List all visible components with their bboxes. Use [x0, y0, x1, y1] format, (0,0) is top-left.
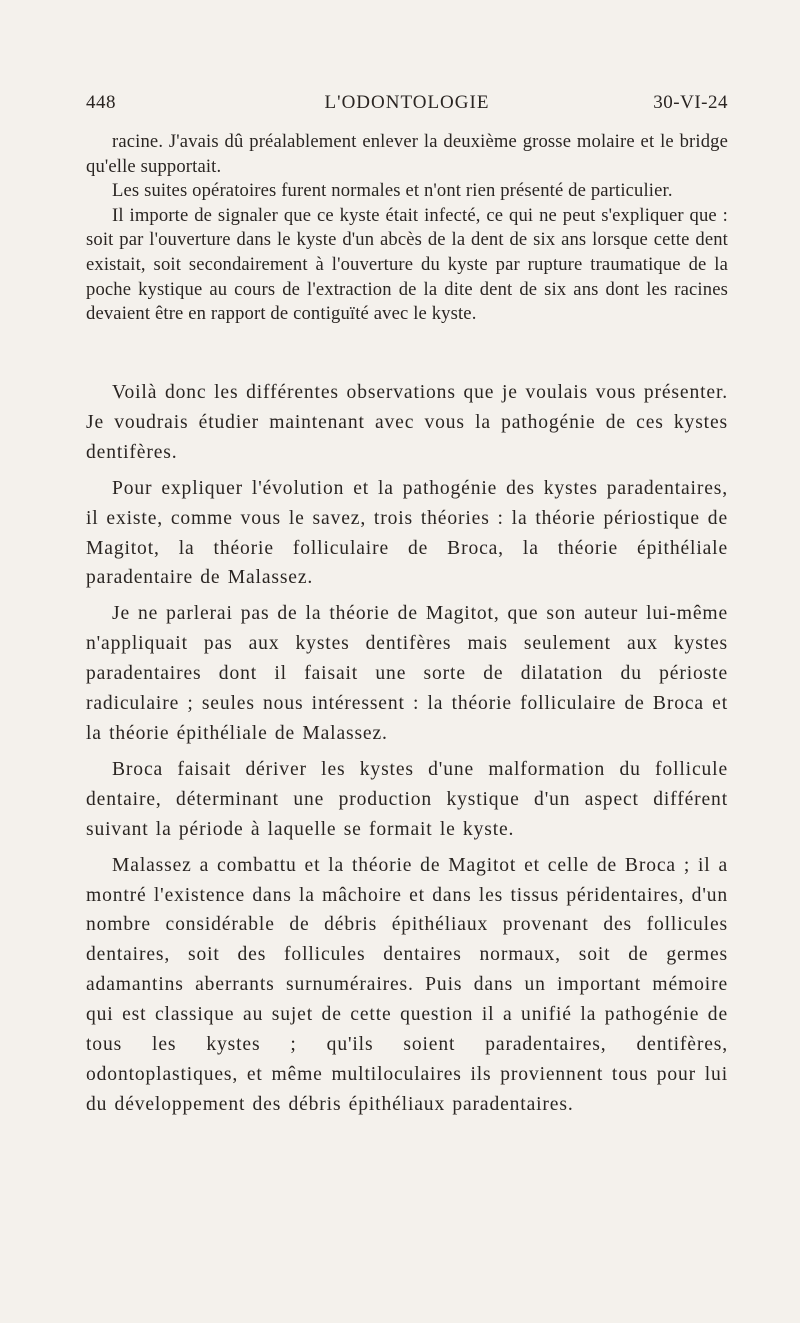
- case-report-text: [86, 130, 728, 327]
- page-number: 448: [86, 92, 116, 113]
- paragraph: Je ne parlerai pas de la théorie de Magitot, que son auteur lui-même n'appliquait pas aux kystes dentifères mais seulement aux kystes paradentaires dont il faisait une sorte de dilatation du périoste radiculaire ; seules nous intéressent : la théorie folliculaire de Broca et la théorie épithéliale de Malassez.: [86, 603, 728, 744]
- paragraph: racine. J'avais dû préalablement enlever la deuxième grosse molaire et le bridge qu'elle supportait.: [86, 131, 728, 177]
- paragraph: Malassez a combattu et la théorie de Magitot et celle de Broca ; il a montré l'existence dans la mâchoire et dans les tissus péridentaires, d'un nombre considérable de débris épithéliaux provenant des follicules dentaires, soit des follicules dentaires normaux, soit de germes adamantins aberrants surnuméraires. Puis dans un important mémoire qui est classique au sujet de cette question il a unifié la pathogénie de tous les kystes ; qu'ils soient paradentaires, dentifères, odontoplastiques, et même multiloculaires ils proviennent tous pour lui du développement des débris épithéliaux paradentaires.: [86, 854, 728, 1115]
- running-title: L'ODONTOLOGIE: [324, 92, 490, 113]
- paragraph: Les suites opératoires furent normales et n'ont rien présenté de particulier.: [112, 180, 673, 202]
- paragraph: Broca faisait dériver les kystes d'une malformation du follicule dentaire, déterminant une production kystique d'un aspect différent suivant la période à laquelle se formait le kyste.: [86, 758, 728, 840]
- paragraph: Il importe de signaler que ce kyste était infecté, ce qui ne peut s'expliquer que : soit par l'ouverture dans le kyste d'un abcès de la dent de six ans lorsque cette dent existait, soit secondairement à l'ouverture du kyste par rupture traumatique de la poche kystique au cours de l'extraction de la dite dent de six ans dont les racines devaient être en rapport de contiguïté avec le kyste.: [86, 204, 728, 325]
- paragraph: Pour expliquer l'évolution et la pathogénie des kystes paradentaires, il existe, comme vous le savez, trois théories : la théorie périostique de Magitot, la théorie folliculaire de Broca, la théorie épithéliale paradentaire de Malassez.: [86, 477, 728, 589]
- page-header: [86, 92, 728, 118]
- paragraph: Voilà donc les différentes observations que je voulais vous présenter. Je voudrais étudier maintenant avec vous la pathogénie de ces kystes dentifères.: [86, 382, 728, 463]
- discussion-text: [86, 378, 728, 1120]
- issue-date: 30-VI-24: [653, 92, 728, 113]
